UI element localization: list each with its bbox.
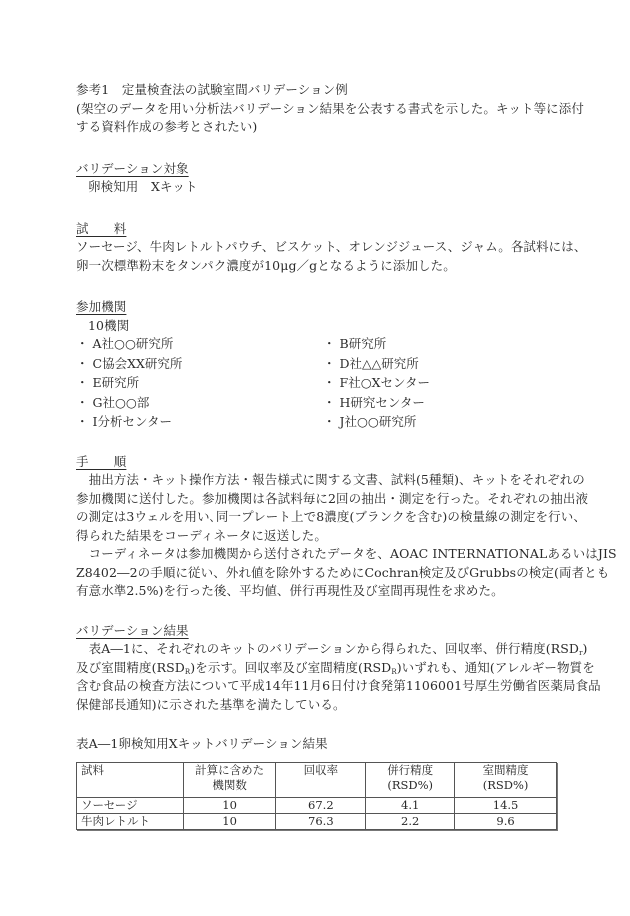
cell-repeatability: 4.1	[366, 798, 455, 814]
target-content: 卵検知用 Xキット	[88, 179, 198, 194]
participant-name: C協会XX研究所	[92, 355, 183, 371]
procedure-p1-line-1: 抽出方法・キット操作方法・報告様式に関する文書、試料(5種類)、キットをそれぞれの	[76, 472, 585, 487]
section-heading-participants: 参加機関	[76, 299, 127, 314]
participant-name: A社○○研究所	[92, 336, 174, 351]
participant-name: I分析センター	[92, 414, 172, 429]
header-lab-count: 計算に含めた 機関数	[183, 763, 276, 798]
samples-line-2: 卵一次標準粉末をタンパク濃度が10μg／gとなるように添加した。	[76, 257, 456, 273]
bullet-icon: ・	[323, 414, 336, 429]
table-row	[77, 798, 557, 814]
results-line-1: 表A―1に、それぞれのキットのバリデーションから得られた、回収率、併行精度$(RSD_r)$	[76, 641, 588, 657]
procedure-p1-line-3: の測定は3ウェルを用い､同一プレート上で8濃度(ブランクを含む)の検量線の測定を行い、	[76, 509, 586, 524]
participants-count: 10機関	[88, 317, 130, 333]
cell-lab-count: 10	[183, 814, 276, 830]
list-item	[323, 394, 563, 414]
cell-sample: 牛肉レトルト	[77, 814, 184, 830]
cell-reproducibility: 14.5	[455, 798, 557, 814]
header-reproducibility: 室間精度 (RSD%)	[455, 763, 557, 798]
list-item	[323, 335, 563, 355]
participant-name: F社○Xセンター	[339, 375, 430, 390]
procedure-p1-line-4: 得られた結果をコーディネータに返送した。	[76, 527, 328, 543]
bullet-icon: ・	[76, 414, 89, 429]
bullet-icon: ・	[76, 336, 89, 351]
header-repeatability: 併行精度 (RSD%)	[366, 763, 455, 798]
bullet-icon: ・	[323, 355, 336, 371]
cell-sample: ソーセージ	[77, 798, 184, 814]
procedure-p2-line-1: コーディネータは参加機関から送付されたデータを、AOAC INTERNATIONALあるいはJIS	[76, 546, 617, 561]
participants-list	[76, 335, 566, 433]
list-item	[76, 413, 323, 433]
participant-name: E研究所	[92, 375, 140, 390]
results-table	[76, 762, 557, 830]
bullet-icon: ・	[323, 336, 336, 351]
list-item	[76, 355, 323, 375]
results-line-2: 及び室間精度$(RSD_R)$を示す。回収率及び室間精度$(RSD_R)$いずれも、通知(アレルギー物質を	[76, 659, 595, 676]
document-title: 参考1 定量検査法の試験室間バリデーション例	[76, 82, 348, 97]
procedure-p1-line-2: 参加機関に送付した。参加機関は各試料毎に2回の抽出・測定を行った。それぞれの抽出液	[76, 490, 589, 506]
subscript-R: R	[184, 667, 191, 676]
bullet-icon: ・	[323, 394, 336, 410]
list-item	[323, 355, 563, 375]
list-item	[76, 374, 323, 394]
participant-name: G社○○部	[92, 394, 150, 410]
header-sample: 試料	[77, 763, 184, 798]
bullet-icon: ・	[76, 394, 89, 410]
list-item	[323, 374, 563, 394]
section-heading-samples: 試 料	[76, 220, 127, 236]
participant-name: D社△△研究所	[339, 355, 419, 371]
cell-recovery: 76.3	[276, 814, 366, 830]
table-header-row	[77, 763, 557, 798]
cell-lab-count: 10	[183, 798, 276, 814]
cell-repeatability: 2.2	[366, 814, 455, 830]
list-item	[76, 335, 323, 355]
subscript-R: R	[391, 667, 397, 676]
cell-reproducibility: 9.6	[455, 814, 557, 830]
bullet-icon: ・	[323, 375, 336, 390]
header-recovery: 回収率	[276, 763, 366, 798]
bullet-icon: ・	[76, 355, 89, 371]
subscript-r: r	[579, 649, 583, 657]
section-heading-results: バリデーション結果	[76, 622, 189, 638]
table-caption: 表A―1卵検知用Xキットバリデーション結果	[76, 736, 328, 751]
document-subtitle-line-1: (架空のデータを用い分析法バリデーション結果を公表する書式を示した。キット等に添付	[76, 100, 584, 116]
table-row	[77, 814, 557, 830]
document-subtitle-line-2: する資料作成の参考とされたい)	[76, 119, 258, 134]
bullet-icon: ・	[76, 375, 89, 390]
cell-recovery: 67.2	[276, 798, 366, 814]
list-item	[323, 413, 563, 433]
participant-name: J社○○研究所	[339, 414, 417, 429]
document-page	[76, 81, 617, 754]
section-heading-target: バリデーション対象	[76, 160, 189, 176]
participant-name: H研究センター	[339, 394, 425, 410]
participant-name: B研究所	[339, 336, 387, 351]
results-line-3: 含む食品の検査方法について平成14年11月6日付け食発第1106001号厚生労働省医薬局食品	[76, 678, 601, 693]
procedure-p2-line-2: Z8402―2の手順に従い、外れ値を除外するためにCochran検定及びGrubbsの検定(両者とも	[76, 564, 610, 580]
results-line-4: 保健部長通知)に示された基準を満たしている。	[76, 696, 346, 712]
list-item	[76, 394, 323, 414]
procedure-p2-line-3: 有意水準2.5%)を行った後、平均値、併行再現性及び室間再現性を求めた。	[76, 583, 504, 598]
section-heading-procedure: 手 順	[76, 453, 127, 469]
samples-line-1: ソーセージ、牛肉レトルトパウチ、ビスケット、オレンジジュース、ジャム。各試料には、	[76, 239, 587, 254]
